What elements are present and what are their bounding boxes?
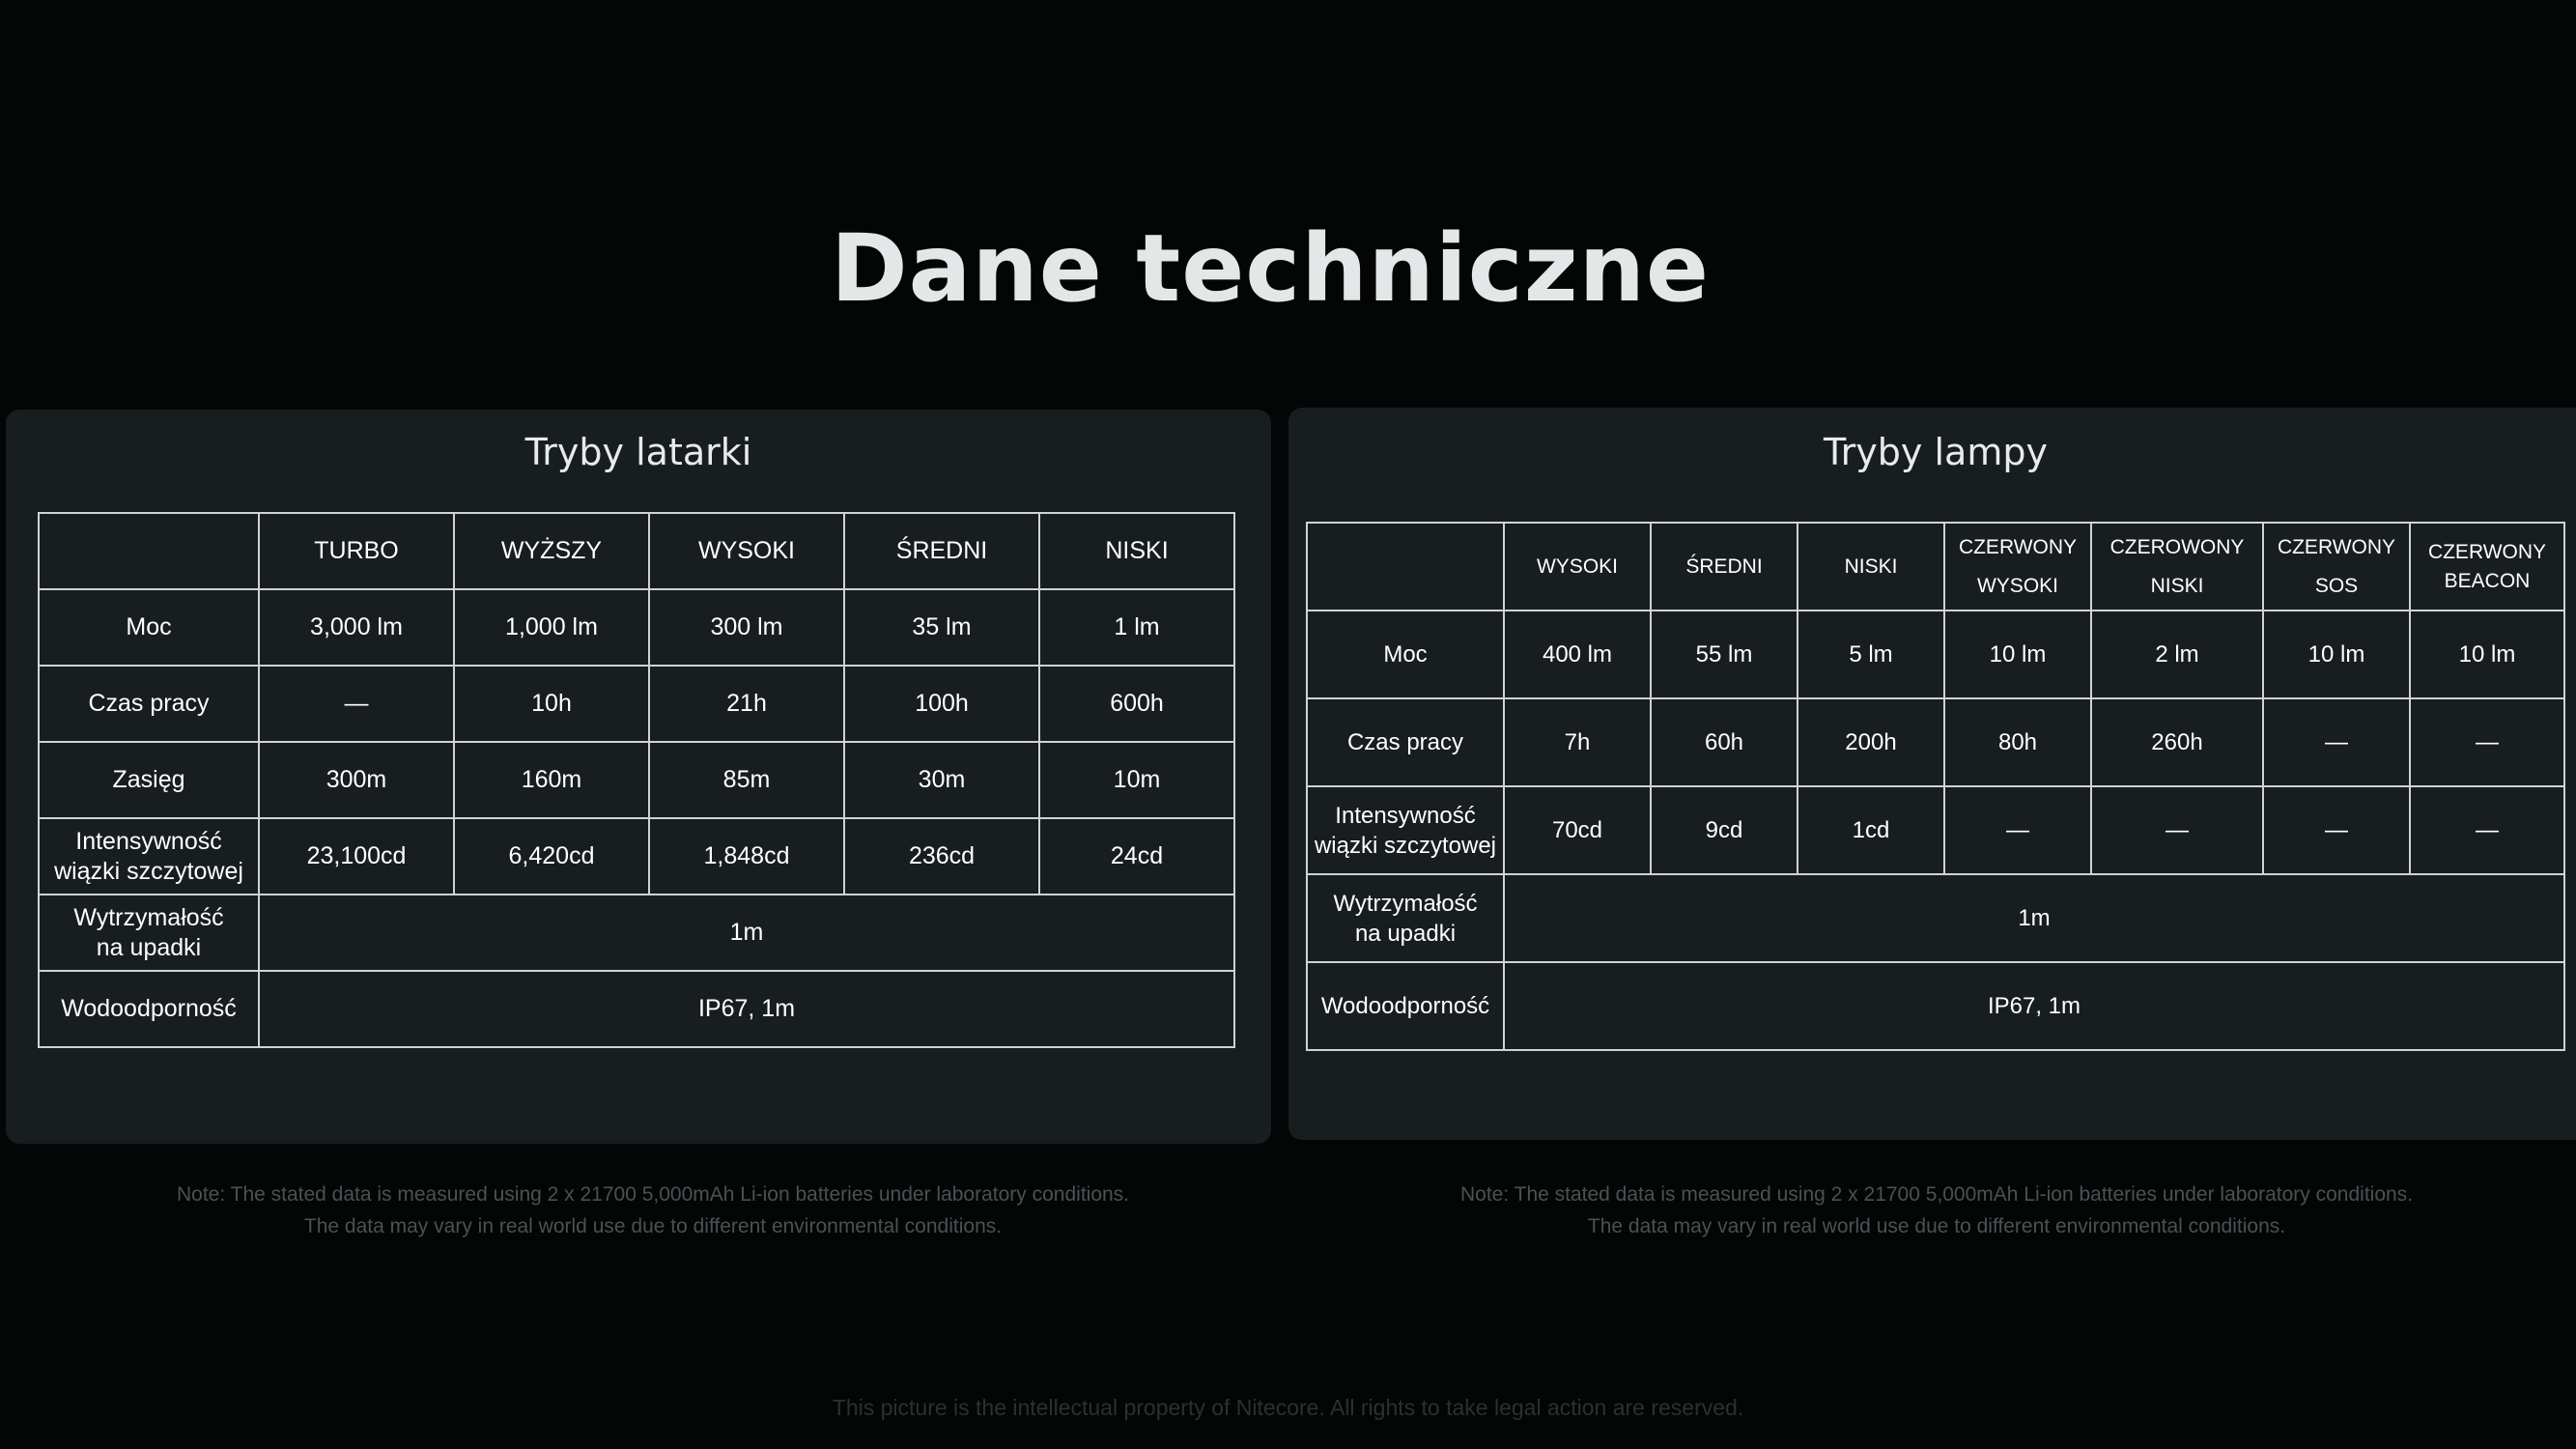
- flashlight-modes-title: Tryby latarki: [524, 431, 752, 473]
- column-header: [1944, 523, 2091, 611]
- table-cell: 300 lm: [649, 589, 844, 666]
- table-cell: —: [2263, 698, 2410, 786]
- row-label: Czas pracy: [39, 666, 259, 742]
- column-header: WYŻSZY: [454, 513, 649, 589]
- row-label: Wodoodporność: [39, 971, 259, 1047]
- table-header-row: [1307, 523, 2564, 611]
- column-header: WYSOKI: [649, 513, 844, 589]
- table-cell: 260h: [2091, 698, 2263, 786]
- table-row-waterproof: [39, 971, 1234, 1047]
- table-cell: 10 lm: [1944, 611, 2091, 698]
- table-cell: 6,420cd: [454, 818, 649, 895]
- table-row-waterproof: [1307, 962, 2564, 1050]
- table-cell: 55 lm: [1651, 611, 1798, 698]
- table-cell: 10m: [1039, 742, 1234, 818]
- table-cell: 80h: [1944, 698, 2091, 786]
- page-title: Dane techniczne: [830, 214, 1711, 323]
- column-header-line: CZERWONY: [1958, 535, 2078, 558]
- footnote-line: The data may vary in real world use due to different environmental conditions.: [1587, 1215, 2286, 1237]
- table-row-distance: [39, 742, 1234, 818]
- flashlight-footnote: [25, 1179, 1281, 1242]
- table-cell: —: [2410, 786, 2564, 874]
- column-header: ŚREDNI: [844, 513, 1039, 589]
- table-cell: 35 lm: [844, 589, 1039, 666]
- table-row-intensity: [1307, 786, 2564, 874]
- column-header-line: NISKI: [1844, 554, 1898, 578]
- table-cell: —: [2091, 786, 2263, 874]
- row-label: Wodoodporność: [1307, 962, 1504, 1050]
- table-cell: 30m: [844, 742, 1039, 818]
- table-cell: 1m: [1504, 874, 2564, 962]
- flashlight-modes-panel: [6, 410, 1271, 1144]
- table-cell: 1m: [259, 895, 1234, 971]
- row-label-line: wiązki szczytowej: [54, 857, 243, 885]
- empty-corner-cell: [39, 513, 259, 589]
- table-cell: 200h: [1798, 698, 1944, 786]
- column-header: [2091, 523, 2263, 611]
- table-cell: 10 lm: [2410, 611, 2564, 698]
- footnote-line: The data may vary in real world use due to different environmental conditions.: [303, 1215, 1003, 1237]
- table-row-impact: [1307, 874, 2564, 962]
- row-label: [39, 818, 259, 895]
- table-cell: 5 lm: [1798, 611, 1944, 698]
- table-cell: 1cd: [1798, 786, 1944, 874]
- table-cell: 3,000 lm: [259, 589, 454, 666]
- table-row-output: [39, 589, 1234, 666]
- table-cell: 60h: [1651, 698, 1798, 786]
- table-row-impact: [39, 895, 1234, 971]
- column-header-line: NISKI: [2150, 574, 2204, 597]
- column-header-line: WYSOKI: [1536, 554, 1618, 578]
- table-cell: 23,100cd: [259, 818, 454, 895]
- row-label: [1307, 874, 1504, 962]
- table-cell: —: [259, 666, 454, 742]
- row-label-line: na upadki: [1354, 920, 1457, 947]
- table-row-runtime: [1307, 698, 2564, 786]
- row-label: Zasięg: [39, 742, 259, 818]
- row-label-line: Intensywność: [1335, 802, 1476, 829]
- lamp-modes-panel: [1288, 408, 2576, 1140]
- lamp-modes-title: Tryby lampy: [1824, 431, 2048, 473]
- row-label-line: Intensywność: [75, 827, 222, 855]
- column-header: [1798, 523, 1944, 611]
- table-cell: 10 lm: [2263, 611, 2410, 698]
- table-row-output: [1307, 611, 2564, 698]
- row-label-line: wiązki szczytowej: [1314, 832, 1497, 859]
- row-label: Moc: [1307, 611, 1504, 698]
- table-cell: 600h: [1039, 666, 1234, 742]
- column-header-line: SOS: [2314, 574, 2359, 597]
- table-cell: 9cd: [1651, 786, 1798, 874]
- table-cell: 10h: [454, 666, 649, 742]
- column-header-line: BEACON: [2444, 569, 2531, 592]
- column-header: [2263, 523, 2410, 611]
- row-label: Moc: [39, 589, 259, 666]
- column-header: NISKI: [1039, 513, 1234, 589]
- table-cell: 85m: [649, 742, 844, 818]
- lamp-spec-table: [1306, 522, 2565, 1051]
- table-cell: IP67, 1m: [1504, 962, 2564, 1050]
- column-header: TURBO: [259, 513, 454, 589]
- column-header-line: CZERWONY: [2427, 540, 2547, 563]
- table-cell: 160m: [454, 742, 649, 818]
- row-label: [1307, 786, 1504, 874]
- table-row-intensity: [39, 818, 1234, 895]
- column-header-line: CZEROWONY: [2109, 535, 2245, 558]
- table-cell: 21h: [649, 666, 844, 742]
- table-cell: IP67, 1m: [259, 971, 1234, 1047]
- column-header-line: CZERWONY: [2277, 535, 2396, 558]
- table-cell: 24cd: [1039, 818, 1234, 895]
- table-cell: 2 lm: [2091, 611, 2263, 698]
- column-header: [2410, 523, 2564, 611]
- table-cell: 400 lm: [1504, 611, 1651, 698]
- table-row-runtime: [39, 666, 1234, 742]
- row-label-line: na upadki: [96, 933, 202, 961]
- table-cell: 300m: [259, 742, 454, 818]
- table-cell: 1 lm: [1039, 589, 1234, 666]
- table-cell: —: [2263, 786, 2410, 874]
- row-label-line: Wytrzymałość: [1333, 890, 1478, 917]
- column-header-line: ŚREDNI: [1685, 554, 1763, 578]
- table-cell: 100h: [844, 666, 1039, 742]
- table-cell: —: [2410, 698, 2564, 786]
- copyright-notice: This picture is the intellectual property of Nitecore. All rights to take legal action are reserved.: [832, 1395, 1744, 1420]
- flashlight-spec-table: [38, 512, 1235, 1048]
- footnote-line: Note: The stated data is measured using 2 x 21700 5,000mAh Li-ion batteries under laboratory conditions.: [1459, 1183, 2414, 1206]
- row-label: Czas pracy: [1307, 698, 1504, 786]
- column-header: [1651, 523, 1798, 611]
- column-header-line: WYSOKI: [1976, 574, 2058, 597]
- column-header: [1504, 523, 1651, 611]
- row-label-line: Wytrzymałość: [73, 903, 224, 931]
- table-header-row: [39, 513, 1234, 589]
- footnote-line: Note: The stated data is measured using 2 x 21700 5,000mAh Li-ion batteries under laboratory conditions.: [176, 1183, 1130, 1206]
- table-cell: 1,000 lm: [454, 589, 649, 666]
- table-cell: 1,848cd: [649, 818, 844, 895]
- row-label: [39, 895, 259, 971]
- table-cell: —: [1944, 786, 2091, 874]
- table-cell: 70cd: [1504, 786, 1651, 874]
- table-cell: 7h: [1504, 698, 1651, 786]
- lamp-footnote: [1309, 1179, 2564, 1242]
- table-cell: 236cd: [844, 818, 1039, 895]
- empty-corner-cell: [1307, 523, 1504, 611]
